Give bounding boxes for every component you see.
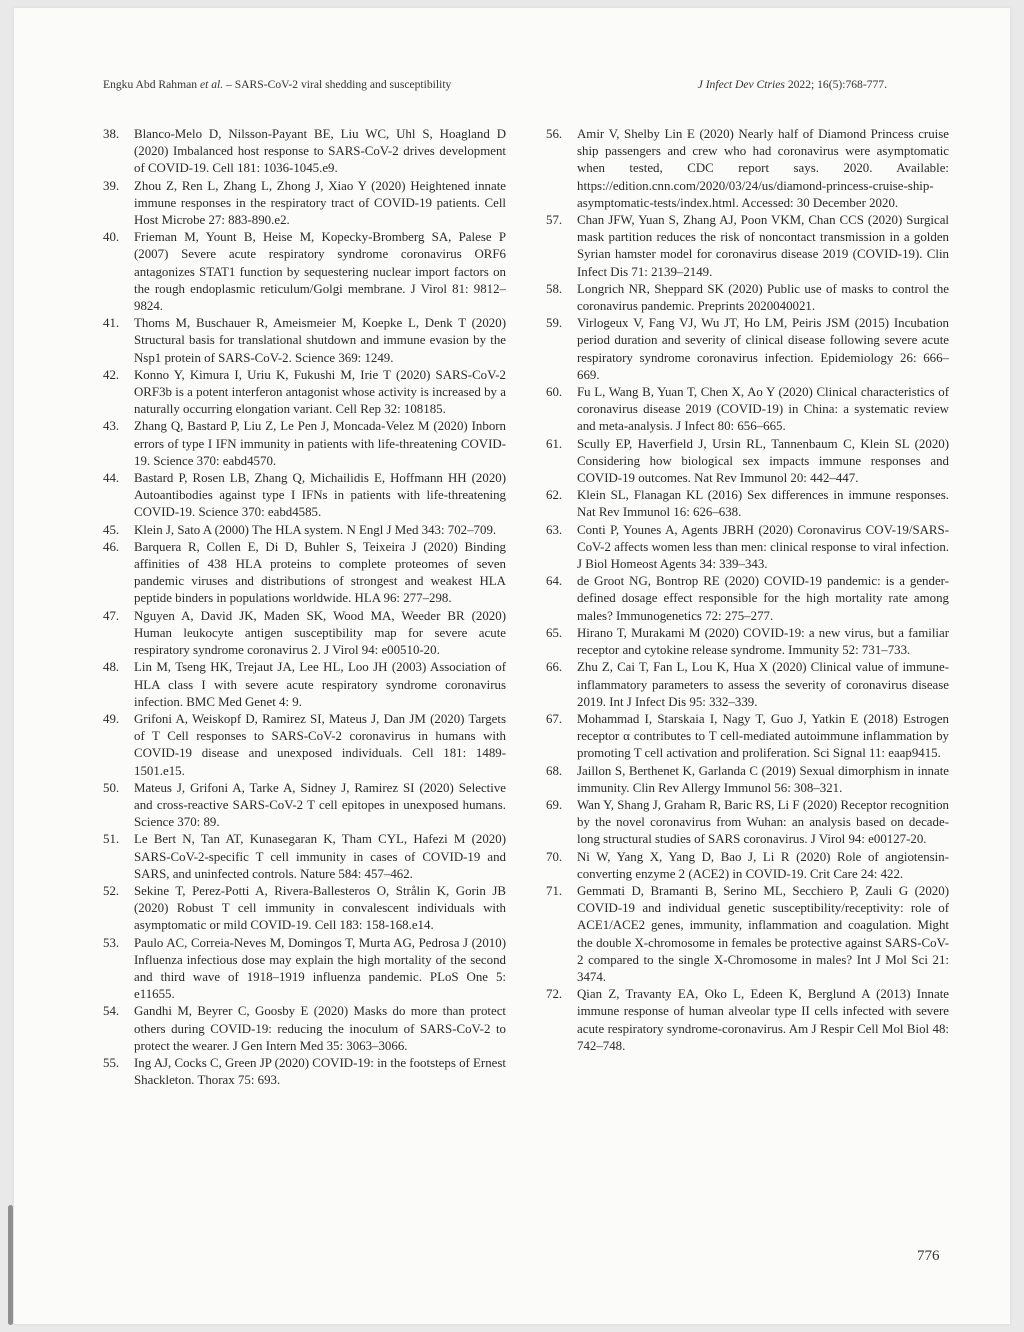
header-left — [103, 78, 451, 91]
reference-item — [546, 315, 949, 384]
reference-item — [546, 436, 949, 488]
reference-column-right — [546, 126, 949, 1055]
reference-text: Virlogeux V, Fang VJ, Wu JT, Ho LM, Peiris JSM (2015) Incubation period duration and severity of clinical disease following severe acute respiratory syndrome coronavirus infection. Epidemiology 26: 666–669. — [577, 316, 949, 382]
reference-item — [546, 883, 949, 986]
reference-number: 57. — [546, 213, 563, 228]
reference-item — [103, 178, 506, 230]
reference-item — [103, 1055, 506, 1089]
reference-number: 38. — [103, 127, 120, 141]
reference-item — [103, 539, 506, 608]
reference-number: 72. — [546, 987, 563, 1002]
reference-text: Grifoni A, Weiskopf D, Ramirez SI, Mateus J, Dan JM (2020) Targets of T Cell responses to SARS-CoV-2 coronavirus in humans with COVID-19 disease and unexposed individuals. Cell 181: 1489-1501.e15. — [134, 711, 506, 778]
reference-text: Hirano T, Murakami M (2020) COVID-19: a new virus, but a familiar receptor and cytokine release syndrome. Immunity 52: 731–733. — [577, 625, 949, 658]
reference-number: 63. — [546, 522, 563, 537]
reference-number: 42. — [103, 367, 120, 382]
reference-number: 68. — [546, 763, 563, 778]
reference-item — [103, 935, 506, 1004]
reference-number: 53. — [103, 935, 120, 950]
header-journal: J Infect Dev Ctries — [697, 78, 785, 91]
reference-text: Wan Y, Shang J, Graham R, Baric RS, Li F (2020) Receptor recognition by the novel coronavirus from Wuhan: an analysis based on decade-long structural studies of SARS coronavirus. J Virol 94: e00127-20. — [577, 797, 949, 847]
reference-item — [103, 367, 506, 419]
reference-item — [103, 470, 506, 522]
reference-number: 44. — [103, 471, 120, 486]
reference-text: Longrich NR, Sheppard SK (2020) Public use of masks to control the coronavirus pandemic. Preprints 2020040021. — [577, 281, 949, 314]
reference-item — [103, 1003, 506, 1055]
reference-number: 56. — [546, 127, 563, 141]
reference-number: 58. — [546, 281, 563, 296]
header-title: – SARS-CoV-2 viral shedding and susceptibility — [223, 78, 452, 91]
reference-text: Jaillon S, Berthenet K, Garlanda C (2019) Sexual dimorphism in innate immunity. Clin Rev Allergy Immunol 56: 308–321. — [577, 763, 949, 795]
reference-number: 49. — [103, 711, 120, 726]
reference-text: Thoms M, Buschauer R, Ameismeier M, Koepke L, Denk T (2020) Structural basis for translational shutdown and immune evasion by the Nsp1 protein of SARS-CoV-2. Science 369: 1249. — [134, 316, 506, 365]
reference-text: Zhou Z, Ren L, Zhang L, Zhong J, Xiao Y (2020) Heightened innate immune responses in the respiratory tract of COVID-19 patients. Cell Host Microbe 27: 883-890.e2. — [134, 178, 506, 228]
reference-text: Gemmati D, Bramanti B, Serino ML, Secchiero P, Zauli G (2020) COVID-19 and individual genetic susceptibility/receptivity: role of ACE1/ACE2 genes, immunity, inflammation and coagulation. Might the double X-chromosome in females be protective against SARS-CoV-2 compared to the single X-Chromosome in males? Int J Mol Sci 21: 3474. — [577, 883, 949, 984]
reference-text: Klein SL, Flanagan KL (2016) Sex differences in immune responses. Nat Rev Immunol 16: 626–638. — [577, 488, 949, 520]
reference-number: 51. — [103, 832, 120, 847]
header-authors: Engku Abd Rahman — [103, 78, 198, 91]
reference-item — [103, 315, 506, 367]
reference-item — [546, 212, 949, 281]
reference-column-left — [103, 126, 506, 1089]
reference-number: 64. — [546, 574, 563, 589]
reference-text: de Groot NG, Bontrop RE (2020) COVID-19 pandemic: is a gender-defined dosage effect responsible for the high mortality rate among males? Immunogenetics 72: 275–277. — [577, 574, 949, 623]
reference-item — [546, 763, 949, 797]
reference-number: 54. — [103, 1004, 120, 1019]
reference-text: Konno Y, Kimura I, Uriu K, Fukushi M, Irie T (2020) SARS-CoV-2 ORF3b is a potent interferon antagonist whose activity is increased by a naturally occurring elongation variant. Cell Rep 32: 108185. — [134, 367, 506, 417]
header-citation: 2022; 16(5):768-777. — [787, 78, 887, 91]
reference-text: Scully EP, Haverfield J, Ursin RL, Tannenbaum C, Klein SL (2020) Considering how biological sex impacts immune responses and COVID-19 outcomes. Nat Rev Immunol 20: 442–447. — [577, 436, 949, 486]
reference-number: 69. — [546, 797, 563, 812]
reference-text: Le Bert N, Tan AT, Kunasegaran K, Tham CYL, Hafezi M (2020) SARS-CoV-2-specific T cell immunity in cases of COVID-19 and SARS, and uninfected controls. Nature 584: 457–462. — [134, 832, 506, 881]
reference-item — [546, 522, 949, 574]
reference-text: Fu L, Wang B, Yuan T, Chen X, Ao Y (2020) Clinical characteristics of coronavirus disease 2019 (COVID-19) in China: a systematic review and meta-analysis. J Infect 80: 656–665. — [577, 385, 949, 434]
reference-text: Ni W, Yang X, Yang D, Bao J, Li R (2020) Role of angiotensin-converting enzyme 2 (ACE2) in COVID-19. Crit Care 24: 422. — [577, 849, 949, 881]
reference-text: Zhang Q, Bastard P, Liu Z, Le Pen J, Moncada-Velez M (2020) Inborn errors of type I IFN immunity in patients with life-threatening COVID-19. Science 370: eabd4570. — [134, 419, 506, 468]
reference-number: 39. — [103, 178, 120, 193]
reference-number: 48. — [103, 660, 120, 675]
reference-item — [546, 659, 949, 711]
reference-text: Chan JFW, Yuan S, Zhang AJ, Poon VKM, Chan CCS (2020) Surgical mask partition reduces the risk of noncontact transmission in a golden Syrian hamster model for coronavirus disease 2019 (COVID-19). Clin Infect Dis 71: 2139–2149. — [577, 213, 949, 279]
header-right — [698, 78, 887, 91]
reference-number: 70. — [546, 849, 563, 864]
reference-text: Blanco-Melo D, Nilsson-Payant BE, Liu WC, Uhl S, Hoagland D (2020) Imbalanced host response to SARS-CoV-2 drives development of COVID-19. Cell 181: 1036-1045.e9. — [134, 127, 506, 176]
reference-item — [546, 126, 949, 212]
reference-item — [546, 711, 949, 763]
reference-text: Frieman M, Yount B, Heise M, Kopecky-Bromberg SA, Palese P (2007) Severe acute respiratory syndrome coronavirus ORF6 antagonizes STAT1 function by sequestering nuclear import factors on the rough endoplasmic reticulum/Golgi membrane. J Virol 81: 9812–9824. — [134, 230, 506, 314]
reference-item — [103, 418, 506, 470]
reference-text: Mateus J, Grifoni A, Tarke A, Sidney J, Ramirez SI (2020) Selective and cross-reactive SARS-CoV-2 T cell epitopes in unexposed humans. Science 370: 89. — [134, 780, 506, 830]
reference-number: 47. — [103, 608, 120, 623]
reference-item — [546, 849, 949, 883]
reference-number: 61. — [546, 436, 563, 451]
reference-item — [103, 883, 506, 935]
reference-item — [546, 986, 949, 1055]
reference-number: 43. — [103, 419, 120, 434]
header-etal: et al. — [199, 78, 224, 91]
reference-item — [103, 711, 506, 780]
reference-item — [546, 625, 949, 659]
reference-text: Conti P, Younes A, Agents JBRH (2020) Coronavirus COV-19/SARS-CoV-2 affects women less than men: clinical response to viral infection. J Biol Homeost Agents 34: 339–343. — [577, 522, 949, 572]
reference-item — [103, 608, 506, 660]
reference-item — [103, 126, 506, 178]
reference-item — [546, 487, 949, 521]
reference-item — [103, 522, 506, 539]
reference-text: Sekine T, Perez-Potti A, Rivera-Ballesteros O, Strålin K, Gorin JB (2020) Robust T cell immunity in convalescent individuals with asymptomatic or mild COVID-19. Cell 183: 158-168.e14. — [134, 883, 506, 933]
reference-text: Ing AJ, Cocks C, Green JP (2020) COVID-19: in the footsteps of Ernest Shackleton. Thorax 75: 693. — [134, 1055, 506, 1088]
reference-text: Mohammad I, Starskaia I, Nagy T, Guo J, Yatkin E (2018) Estrogen receptor α contributes to T cell-mediated autoimmune inflammation by promoting T cell activation and proliferation. Sci Signal 11: eaap9415. — [577, 711, 949, 761]
reference-number: 46. — [103, 539, 120, 554]
reference-number: 55. — [103, 1055, 120, 1070]
reference-number: 65. — [546, 625, 563, 640]
reference-item — [546, 573, 949, 625]
reference-item — [103, 229, 506, 315]
reference-number: 40. — [103, 230, 120, 245]
reference-number: 52. — [103, 883, 120, 898]
reference-text: Nguyen A, David JK, Maden SK, Wood MA, Weeder BR (2020) Human leukocyte antigen susceptibility map for severe acute respiratory syndrome coronavirus 2. J Virol 94: e00510-20. — [134, 608, 506, 658]
reference-item — [103, 780, 506, 832]
reference-text: Zhu Z, Cai T, Fan L, Lou K, Hua X (2020) Clinical value of immune-inflammatory parameters to assess the severity of coronavirus disease 2019. Int J Infect Dis 95: 332–339. — [577, 660, 949, 709]
reference-number: 41. — [103, 316, 120, 331]
reference-text: Gandhi M, Beyrer C, Goosby E (2020) Masks do more than protect others during COVID-19: reducing the inoculum of SARS-CoV-2 to protect the wearer. J Gen Intern Med 35: 3063–3066. — [134, 1004, 506, 1053]
reference-number: 66. — [546, 660, 563, 675]
reference-item — [546, 797, 949, 849]
reference-number: 71. — [546, 883, 563, 898]
reference-text: Klein J, Sato A (2000) The HLA system. N Engl J Med 343: 702–709. — [134, 522, 497, 537]
reference-item — [546, 384, 949, 436]
reference-item — [103, 659, 506, 711]
reference-text: Qian Z, Travanty EA, Oko L, Edeen K, Berglund A (2013) Innate immune response of human alveolar type II cells infected with severe acute respiratory syndrome-coronavirus. Am J Respir Cell Mol Biol 48: 742–748. — [577, 987, 949, 1053]
reference-text: Bastard P, Rosen LB, Zhang Q, Michailidis E, Hoffmann HH (2020) Autoantibodies against type I IFNs in patients with life-threatening COVID-19. Science 370: eabd4585. — [134, 471, 506, 520]
reference-number: 67. — [546, 711, 563, 726]
page-sheet — [14, 8, 1010, 1324]
reference-number: 59. — [546, 316, 563, 331]
reference-text: Lin M, Tseng HK, Trejaut JA, Lee HL, Loo JH (2003) Association of HLA class I with severe acute respiratory syndrome coronavirus infection. BMC Med Genet 4: 9. — [134, 660, 506, 709]
reference-item — [103, 831, 506, 883]
reference-text: Paulo AC, Correia-Neves M, Domingos T, Murta AG, Pedrosa J (2010) Influenza infectious dose may explain the high mortality of the second and third wave of 1918–1919 influenza pandemic. PLoS One 5: e11655. — [134, 935, 506, 1002]
reference-item — [546, 281, 949, 315]
page-number: 776 — [917, 1248, 940, 1264]
reference-number: 60. — [546, 385, 563, 400]
reference-number: 45. — [103, 522, 120, 537]
reference-number: 50. — [103, 780, 120, 795]
reference-number: 62. — [546, 488, 563, 503]
reference-text: Amir V, Shelby Lin E (2020) Nearly half of Diamond Princess cruise ship passengers and crew who had coronavirus were asymptomatic when tested, CDC report says. 2020. Available: https://edition.cnn.com/2020/03/24/us/diamond-princess-cruise-ship-asymptomatic-tests/index.html. Accessed: 30 December 2020. — [577, 127, 949, 210]
scrollbar-thumb[interactable] — [8, 1205, 13, 1325]
reference-text: Barquera R, Collen E, Di D, Buhler S, Teixeira J (2020) Binding affinities of 438 HLA proteins to complete proteomes of seven pandemic viruses and distributions of strongest and weakest HLA peptide binders in populations worldwide. HLA 96: 277–298. — [134, 539, 506, 606]
